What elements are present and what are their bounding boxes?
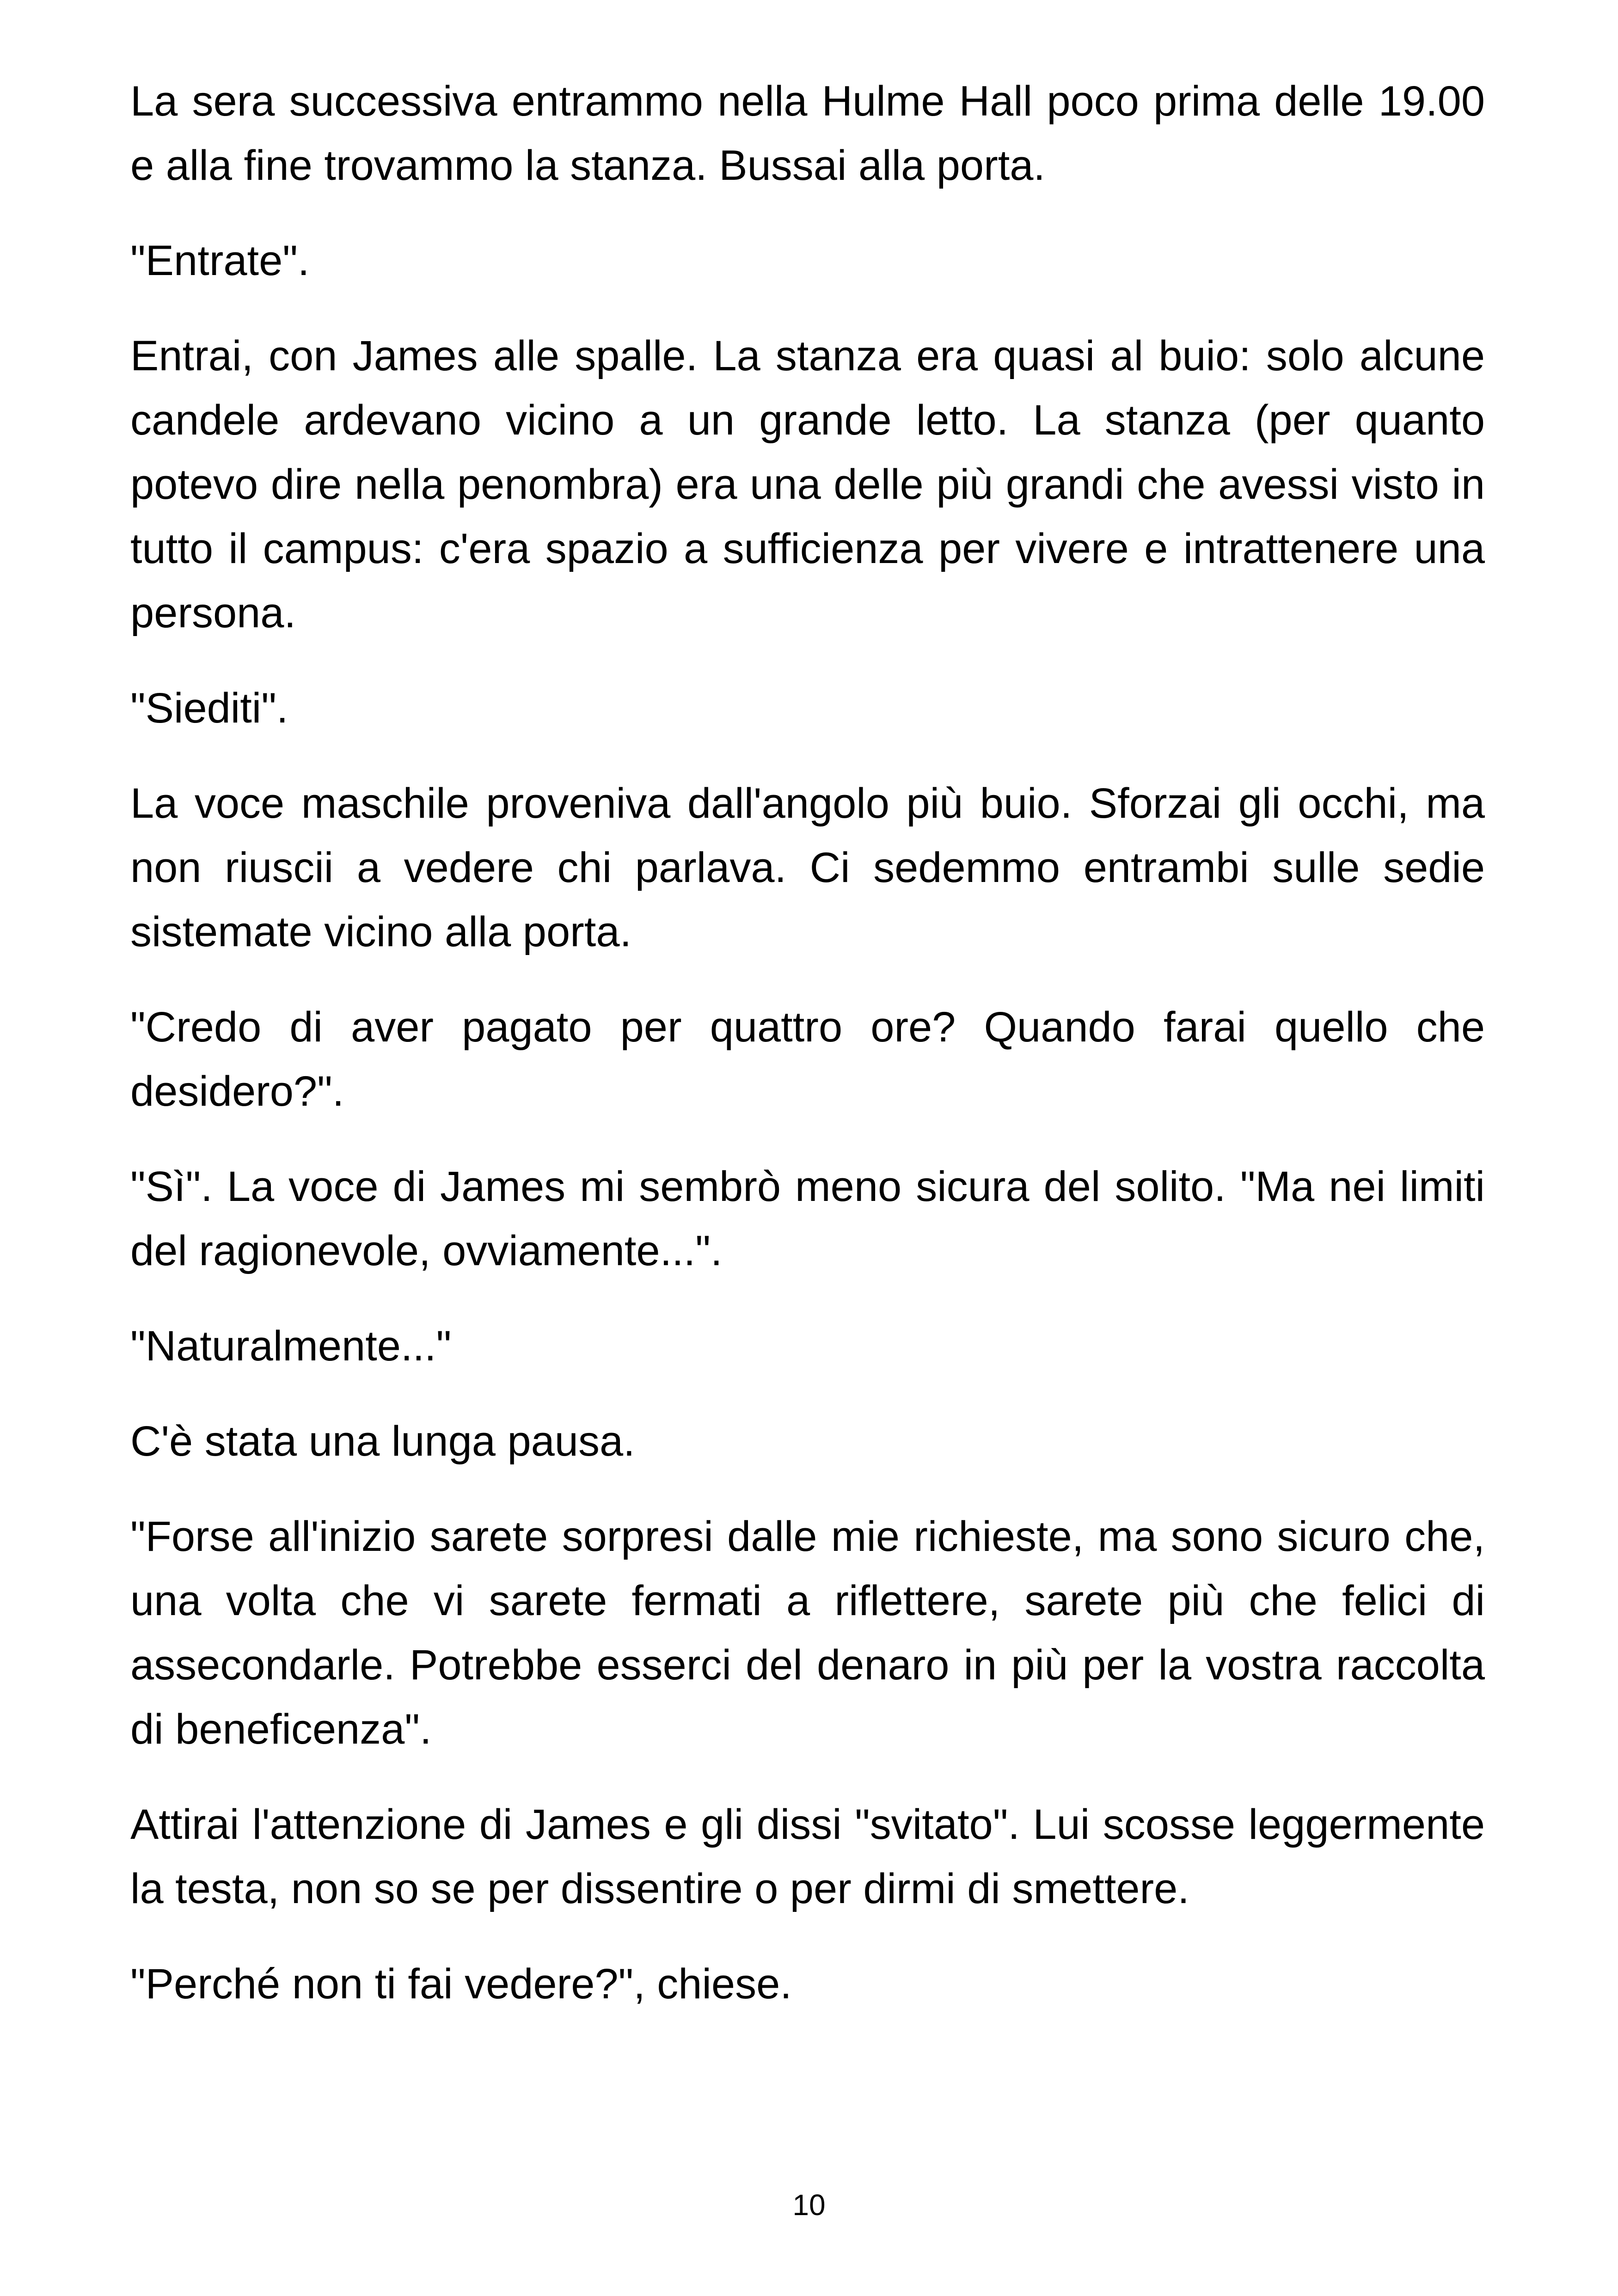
paragraph-7: "Sì". La voce di James mi sembrò meno sicura del solito. "Ma nei limiti del ragionevole, ovviamente...".: [130, 1163, 1485, 1274]
paragraph-12: "Perché non ti fai vedere?", chiese.: [130, 1960, 792, 2008]
paragraph-9: C'è stata una lunga pausa.: [130, 1418, 635, 1465]
paragraph-6: "Credo di aver pagato per quattro ore? Quando farai quello che desidero?".: [130, 1004, 1485, 1115]
paragraph-4: "Siediti".: [130, 685, 288, 732]
paragraph-8: "Naturalmente...": [130, 1322, 452, 1370]
paragraph-2: "Entrate".: [130, 237, 310, 284]
paragraph-3: Entrai, con James alle spalle. La stanza era quasi al buio: solo alcune candele ardevano vicino a un grande letto. La stanza (per quanto potevo dire nella penombra) era una delle più grandi che avessi visto in tutto il campus: c'era spazio a sufficienza per vivere e intrattenere una persona.: [130, 332, 1485, 637]
body-text: [130, 69, 1485, 2047]
paragraph-11: Attirai l'attenzione di James e gli dissi "svitato". Lui scosse leggermente la testa, non so se per dissentire o per dirmi di smettere.: [130, 1801, 1485, 1912]
page-number: 10: [792, 2188, 826, 2222]
paragraph-1: La sera successiva entrammo nella Hulme Hall poco prima delle 19.00 e alla fine trovammo la stanza. Bussai alla porta.: [130, 78, 1485, 189]
paragraph-10: "Forse all'inizio sarete sorpresi dalle mie richieste, ma sono sicuro che, una volta che vi sarete fermati a riflettere, sarete più che felici di assecondarle. Potrebbe esserci del denaro in più per la vostra raccolta di beneficenza".: [130, 1513, 1485, 1753]
paragraph-5: La voce maschile proveniva dall'angolo più buio. Sforzai gli occhi, ma non riuscii a vedere chi parlava. Ci sedemmo entrambi sulle sedie sistemate vicino alla porta.: [130, 780, 1485, 955]
